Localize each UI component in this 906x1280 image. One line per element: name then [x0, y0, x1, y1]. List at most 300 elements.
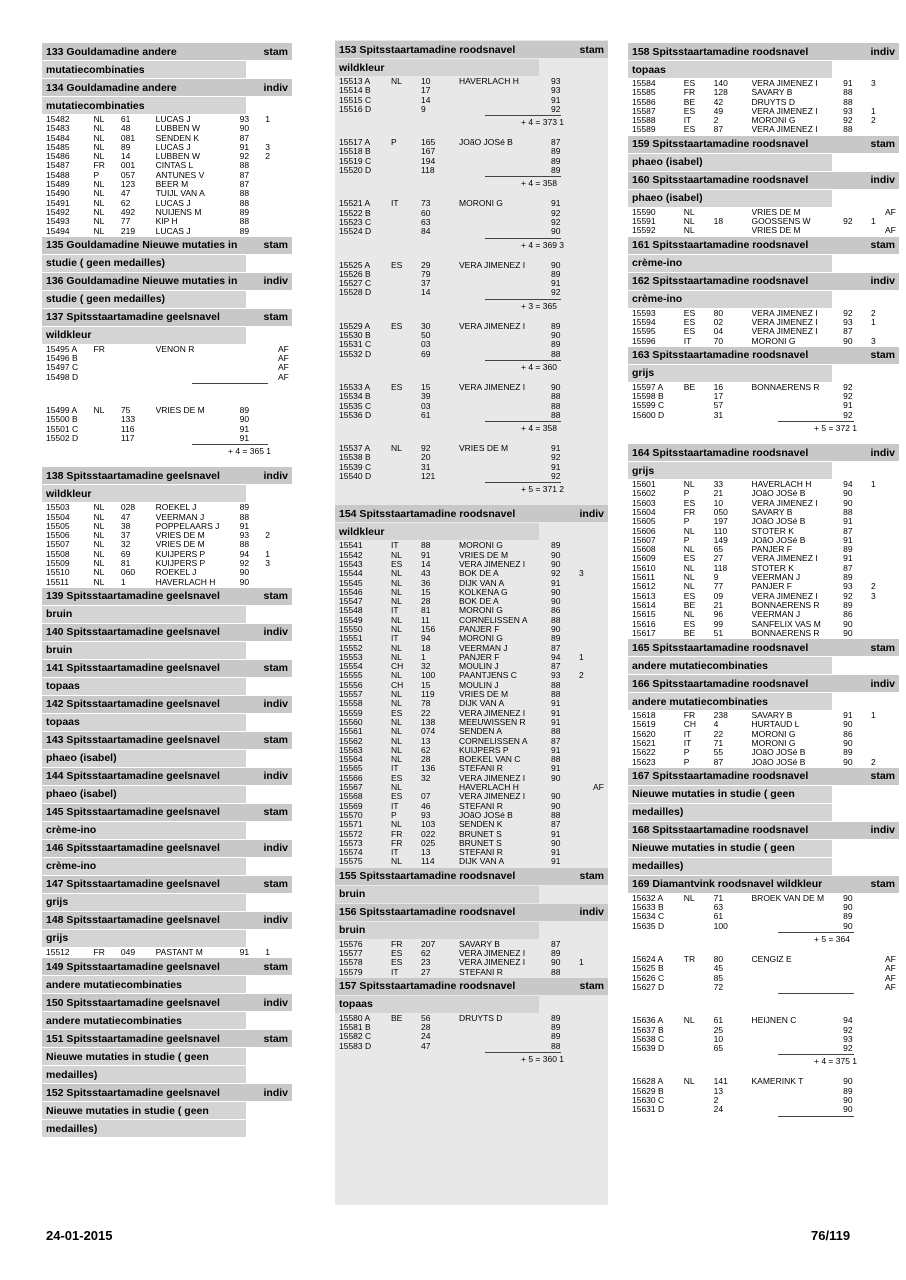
country: BE: [683, 600, 696, 610]
club-number: 61: [120, 115, 131, 124]
club-number: 77: [120, 217, 131, 227]
score: 89: [843, 748, 853, 758]
exhibitor-name: MEEUWISSEN R: [459, 717, 526, 727]
score: 87: [843, 526, 853, 536]
entry-row: [335, 350, 608, 359]
ring-number: 15510: [46, 568, 70, 578]
club-number: 207: [421, 939, 436, 949]
group-total: [42, 444, 292, 456]
spacer: [42, 456, 292, 466]
exhibitor-name: MORONI G: [459, 199, 503, 209]
absent-mark: [593, 681, 608, 690]
class-header: [42, 273, 292, 290]
score: 91: [843, 711, 853, 721]
placing: [579, 690, 593, 699]
ring-number: 15607: [632, 535, 656, 545]
entry-list: [335, 1014, 608, 1051]
country: NL: [683, 207, 695, 217]
ring-number: 15610: [632, 563, 656, 573]
ring-number: 15585: [632, 88, 656, 98]
entry-row: [42, 161, 292, 170]
score: 93: [551, 77, 561, 86]
total-rule: [192, 383, 268, 384]
country: IT: [683, 336, 692, 346]
score: 91: [239, 521, 250, 531]
country: [684, 1026, 714, 1035]
group-total: [628, 421, 899, 433]
exhibitor-name: CORNELISSEN A: [459, 615, 528, 625]
class-title: 136 Gouldamadine Nieuwe mutaties in: [46, 275, 238, 288]
placing: [579, 227, 593, 236]
exhibitor-name: VERA JIMENEZ I: [459, 708, 526, 718]
exhibitor-name: [459, 1032, 551, 1041]
ring-number: 15563: [339, 745, 363, 755]
placing: [579, 331, 593, 340]
club-number: 36: [421, 578, 431, 588]
exhibitor-name: KOLKENA G: [459, 587, 508, 597]
placing: [579, 606, 593, 615]
club-number: 29: [421, 260, 431, 270]
placing: [579, 541, 593, 550]
placing: [871, 1016, 885, 1025]
placing: [579, 662, 593, 671]
country: [391, 227, 421, 236]
score: 87: [551, 662, 561, 672]
entry-row: [335, 774, 608, 783]
country: ES: [391, 260, 403, 270]
absent-mark: [278, 425, 292, 434]
placing: [871, 383, 885, 392]
club-number: 165: [421, 138, 436, 148]
exhibitor-name: VEERMAN J: [155, 512, 205, 522]
country: NL: [391, 652, 402, 662]
class-header: [42, 1084, 292, 1101]
score: 90: [239, 124, 250, 134]
absent-mark: [593, 848, 608, 857]
score: 90: [551, 597, 561, 607]
score: 90: [551, 792, 561, 802]
exhibitor-name: VERA JIMENEZ I: [459, 260, 526, 270]
placing: [871, 1035, 885, 1044]
absent-mark: [885, 88, 899, 97]
class-subtitle: Nieuwe mutaties in studie ( geen: [42, 1102, 246, 1119]
exhibitor-name: BOK DE A: [459, 569, 499, 579]
club-number: 22: [421, 708, 431, 718]
country: [684, 912, 714, 921]
entry-row: [628, 217, 899, 226]
exhibitor-name: VERA JIMENEZ I: [751, 125, 818, 135]
class-type: stam: [579, 870, 604, 883]
class-subtitle: andere mutatiecombinaties: [42, 1012, 246, 1029]
absent-mark: [885, 499, 899, 508]
absent-mark: [593, 653, 608, 662]
country: IT: [391, 801, 399, 811]
club-number: 55: [713, 748, 724, 758]
country: ES: [391, 708, 403, 718]
entry-row: [628, 226, 899, 235]
entry-list: [628, 309, 899, 346]
placing: [579, 279, 593, 288]
total-rule: [778, 1054, 854, 1055]
placing: [871, 517, 885, 526]
score: 91: [551, 829, 561, 839]
club-number: 057: [120, 170, 136, 180]
country: NL: [391, 569, 402, 579]
entry-row: [628, 955, 899, 964]
placing: [579, 968, 593, 977]
entry-row: [42, 522, 292, 531]
ring-number: 15557: [339, 690, 363, 700]
club-number: 27: [713, 554, 724, 564]
exhibitor-name: VERA JIMENEZ I: [751, 554, 818, 564]
score: 89: [239, 406, 250, 416]
exhibitor-name: [752, 922, 844, 931]
exhibitor-name: [459, 340, 551, 349]
placing: [871, 601, 885, 610]
placing: [579, 811, 593, 820]
entry-row: [335, 820, 608, 829]
entry-row: [42, 189, 292, 198]
exhibitor-name: JOãO JOSé B: [459, 138, 513, 148]
score: [240, 345, 266, 354]
absent-mark: [885, 98, 899, 107]
ring-number: 15568: [339, 792, 363, 802]
absent-mark: [885, 309, 899, 318]
club-number: 87: [713, 757, 724, 767]
entry-row: [335, 783, 608, 792]
class-type: stam: [870, 349, 895, 362]
country: [684, 401, 714, 410]
exhibitor-name: VRIES DE M: [155, 406, 205, 416]
placing: [265, 199, 278, 208]
club-number: 140: [713, 79, 728, 88]
class-subtitle: mutatiecombinaties: [42, 97, 246, 114]
ring-number: 15602: [632, 489, 656, 499]
class-subtitle: andere mutatiecombinaties: [628, 657, 832, 674]
club-number: 1: [120, 577, 126, 587]
entry-row: [628, 327, 899, 336]
entry-row: [335, 958, 608, 967]
club-number: [121, 345, 156, 354]
entry-row: [335, 541, 608, 550]
exhibitor-name: VRIES DE M: [459, 550, 509, 560]
country: NL: [391, 727, 402, 737]
country: BE: [683, 97, 696, 107]
entry-row: [335, 949, 608, 958]
score: 89: [551, 269, 561, 279]
total-text: + 4 = 365 1: [228, 446, 272, 457]
placing: 1: [871, 317, 876, 327]
exhibitor-name: VRIES DE M: [459, 690, 509, 700]
placing: [871, 720, 885, 729]
entry-row: [628, 107, 899, 116]
score: 94: [551, 652, 561, 662]
class-header: [42, 79, 292, 96]
entry-list: [335, 940, 608, 977]
ring-number: 15623: [632, 757, 656, 767]
placing: 2: [265, 152, 270, 162]
club-number: 14: [421, 559, 431, 569]
exhibitor-name: JOãO JOSé B: [751, 489, 806, 499]
placing: [579, 940, 593, 949]
ring-number: 15495 A: [46, 344, 78, 354]
exhibitor-name: CORNELISSEN A: [459, 736, 528, 746]
placing: 3: [579, 569, 584, 579]
placing: [871, 392, 885, 401]
placing: 1: [265, 549, 270, 559]
absent-mark: [885, 508, 899, 517]
country: IT: [683, 738, 692, 748]
country: [391, 96, 421, 105]
absent-mark: [885, 1077, 899, 1086]
ring-number: 15522 B: [339, 208, 371, 218]
score: 90: [551, 559, 561, 569]
ring-number: 15537 A: [339, 444, 371, 454]
placing: [579, 322, 593, 331]
entry-row: [335, 551, 608, 560]
entry-row: [628, 554, 899, 563]
club-number: 9: [421, 104, 426, 114]
exhibitor-name: JOãO JOSé B: [751, 535, 806, 545]
class-type: stam: [263, 239, 288, 252]
exhibitor-name: VERA JIMENEZ I: [751, 327, 818, 337]
entry-row: [335, 671, 608, 680]
country: NL: [683, 1077, 695, 1087]
score: 94: [843, 480, 853, 490]
country: [391, 1042, 421, 1051]
class-type: indiv: [263, 81, 288, 94]
absent-mark: [593, 105, 608, 114]
placing: [579, 218, 593, 227]
club-number: 14: [421, 95, 431, 105]
absent-mark: [593, 737, 608, 746]
ring-number: 15574: [339, 848, 363, 858]
club-number: 32: [421, 662, 431, 672]
country: [391, 411, 421, 420]
exhibitor-name: SANFELIX VAS M: [751, 619, 821, 629]
club-number: 69: [120, 549, 131, 559]
club-number: 93: [421, 810, 431, 820]
ring-number: 15494: [46, 226, 70, 236]
club-number: 81: [120, 559, 131, 569]
country: P: [391, 810, 397, 820]
exhibitor-name: VEERMAN J: [751, 610, 801, 620]
absent-mark: [278, 540, 292, 549]
placing: [871, 739, 885, 748]
absent-mark: [593, 288, 608, 297]
absent-mark: [278, 124, 292, 133]
ring-number: 15548: [339, 606, 363, 616]
exhibitor-name: JOãO JOSé B: [751, 748, 806, 758]
group-total: [628, 1054, 899, 1066]
placing: 2: [871, 757, 876, 767]
exhibitor-name: VEERMAN J: [751, 573, 801, 583]
class-type: stam: [870, 138, 895, 151]
absent-mark: [593, 634, 608, 643]
class-subtitle: wildkleur: [42, 327, 246, 344]
ring-number: 15598 B: [632, 392, 664, 402]
placing: 1: [871, 711, 876, 721]
total-text: + 5 = 360 1: [521, 1054, 565, 1065]
club-number: 028: [120, 503, 136, 513]
exhibitor-name: HURTAUD L: [751, 720, 800, 730]
total-text: + 4 = 375 1: [814, 1056, 858, 1067]
entry-list: [335, 541, 608, 866]
score: 89: [551, 1023, 561, 1033]
class-type: stam: [263, 590, 288, 603]
placing: [579, 699, 593, 708]
ring-number: 15570: [339, 810, 363, 820]
class-header: [628, 768, 899, 785]
club-number: 04: [713, 327, 724, 337]
country: [391, 463, 421, 472]
club-number: 92: [421, 444, 431, 454]
exhibitor-name: MORONI G: [751, 738, 796, 748]
country: NL: [93, 142, 105, 152]
club-number: 78: [421, 699, 431, 709]
ring-number: 15634 C: [632, 912, 665, 922]
exhibitor-name: [752, 392, 844, 401]
exhibitor-name: VENON R: [155, 344, 195, 354]
exhibitor-name: [752, 1044, 844, 1053]
placing: [579, 288, 593, 297]
exhibitor-name: KUIJPERS P: [459, 745, 509, 755]
exhibitor-name: JOãO JOSé B: [459, 810, 513, 820]
score: 90: [843, 498, 853, 508]
country: NL: [93, 577, 105, 587]
score: 93: [551, 86, 561, 96]
country: ES: [391, 773, 403, 783]
absent-mark: AF: [884, 207, 896, 217]
absent-mark: [278, 208, 292, 217]
entry-list: [628, 79, 899, 135]
exhibitor-name: STOTER K: [751, 526, 794, 536]
spacer: [628, 433, 899, 443]
absent-mark: [278, 559, 292, 568]
ring-number: 15603: [632, 498, 656, 508]
placing: [871, 620, 885, 629]
class-subtitle: Nieuwe mutaties in studie ( geen: [628, 786, 832, 803]
class-subtitle: studie ( geen medailles): [42, 255, 246, 272]
exhibitor-name: [156, 415, 240, 424]
exhibitor-name: LUBBEN W: [155, 152, 201, 162]
score: 92: [843, 1044, 853, 1054]
spacer: [335, 311, 608, 321]
exhibitor-name: HAVERLACH H: [459, 77, 519, 86]
country: [684, 411, 714, 420]
country: [94, 363, 121, 372]
entry-row: [335, 606, 608, 615]
spacer: [335, 433, 608, 443]
country: NL: [93, 512, 105, 522]
club-number: 60: [421, 208, 431, 218]
club-number: 84: [421, 227, 431, 237]
absent-mark: [885, 739, 899, 748]
score: 91: [551, 708, 561, 718]
score: 90: [551, 260, 561, 270]
class-title: 163 Spitsstaartamadine roodsnavel: [632, 349, 809, 362]
absent-mark: [593, 764, 608, 773]
absent-mark: [593, 690, 608, 699]
score: 91: [843, 517, 853, 527]
entry-row: [628, 983, 899, 992]
class-type: stam: [263, 1032, 288, 1045]
score: 88: [551, 680, 561, 690]
ring-number: 15539 C: [339, 462, 372, 472]
ring-number: 15509: [46, 559, 70, 569]
ring-number: 15496 B: [46, 354, 78, 364]
placing: [871, 1096, 885, 1105]
ring-number: 15560: [339, 717, 363, 727]
placing: [579, 727, 593, 736]
score: 88: [239, 198, 250, 208]
entry-row: [42, 152, 292, 161]
score: 93: [843, 582, 853, 592]
class-subtitle: topaas: [335, 996, 539, 1013]
entry-row: [335, 411, 608, 420]
total-rule: [485, 299, 561, 300]
club-number: 33: [713, 480, 724, 490]
club-number: 71: [713, 738, 724, 748]
column-left: [42, 42, 292, 1137]
ring-number: 15596: [632, 336, 656, 346]
ring-number: 15555: [339, 671, 363, 681]
group-total: [42, 383, 292, 395]
group-total: [335, 115, 608, 127]
ring-number: 15530 B: [339, 331, 371, 341]
score: 87: [551, 736, 561, 746]
score: 90: [843, 1105, 853, 1115]
entry-row: [42, 373, 292, 382]
placing: 2: [871, 116, 876, 126]
ring-number: 15501 C: [46, 424, 79, 434]
score: 91: [551, 444, 561, 454]
club-number: 03: [421, 340, 431, 350]
country: NL: [93, 189, 105, 199]
club-number: 21: [713, 600, 724, 610]
club-number: 13: [421, 736, 431, 746]
absent-mark: [885, 545, 899, 554]
total-rule: [778, 932, 854, 933]
exhibitor-name: HAVERLACH H: [155, 577, 216, 587]
entry-list: [42, 948, 292, 957]
placing: [871, 748, 885, 757]
total-text: + 4 = 358: [521, 178, 557, 189]
score: [843, 955, 871, 964]
club-number: 138: [421, 717, 436, 727]
exhibitor-name: VERA JIMENEZ I: [459, 382, 526, 392]
entry-list: [628, 480, 899, 638]
score: 90: [843, 757, 853, 767]
club-number: 2: [713, 1096, 719, 1106]
country: [391, 279, 421, 288]
score: [240, 373, 266, 382]
class-header: [628, 639, 899, 656]
absent-mark: [885, 401, 899, 410]
total-rule: [485, 360, 561, 361]
absent-mark: [885, 107, 899, 116]
country: [684, 1087, 714, 1096]
entry-row: [335, 839, 608, 848]
ring-number: 15561: [339, 727, 363, 737]
country: NL: [391, 820, 402, 830]
exhibitor-name: VERA JIMENEZ I: [751, 79, 818, 88]
class-title: 148 Spitsstaartamadine geelsnavel: [46, 914, 220, 927]
entry-row: [335, 340, 608, 349]
club-number: 17: [421, 86, 431, 96]
country: [391, 209, 421, 218]
ring-number: 15632 A: [632, 893, 664, 903]
